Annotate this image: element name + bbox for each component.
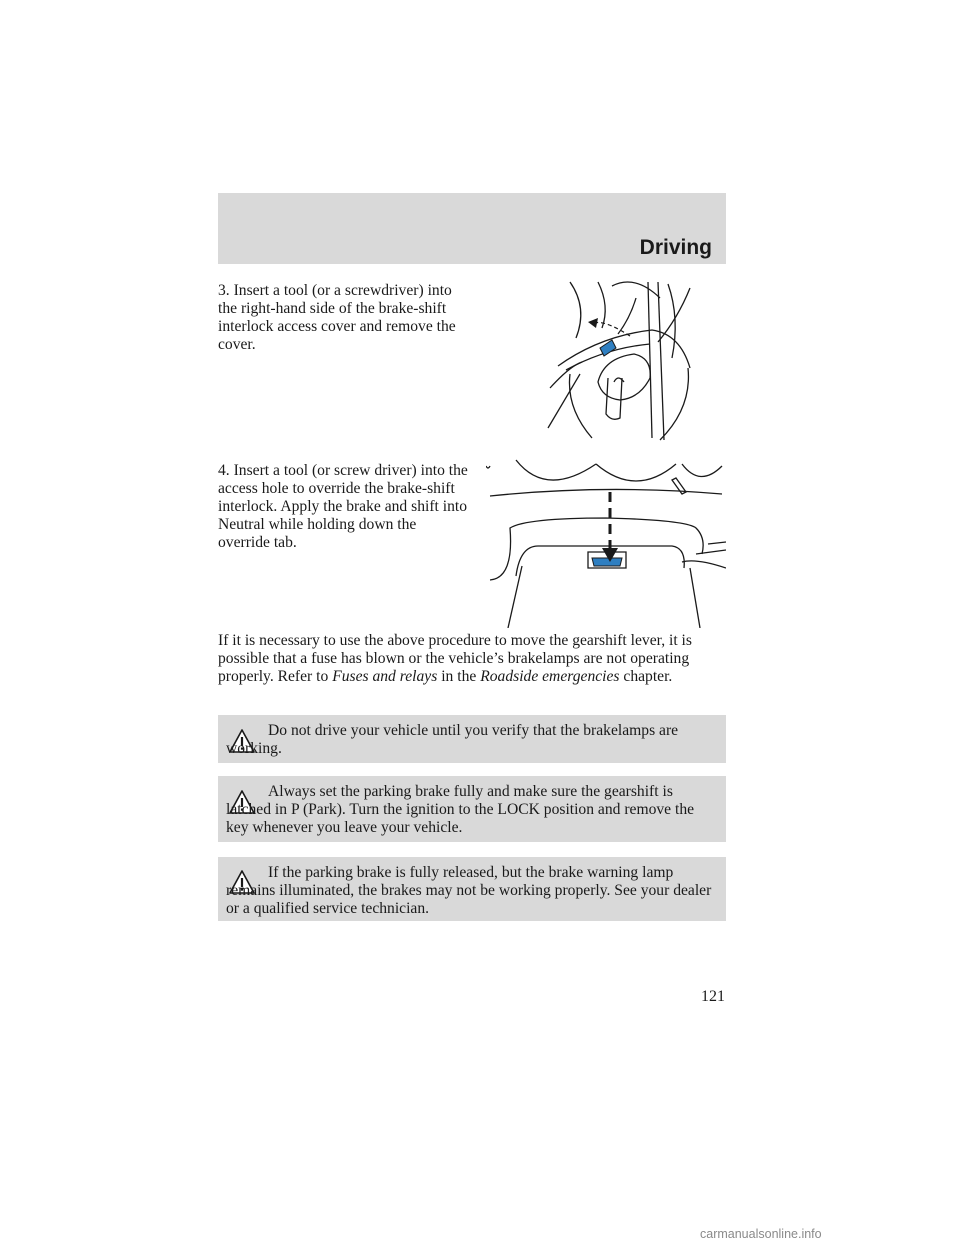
body-paragraph bbox=[218, 632, 726, 686]
body-text-2: in the bbox=[441, 668, 477, 685]
warning-2-text: Always set the parking brake fully and make sure the gearshift is latched in P (Park). Turn the ignition to the LOCK position and remove the key whenever you leave your vehicle. bbox=[226, 783, 695, 836]
warning-1-text: Do not drive your vehicle until you verify that the brakelamps are working. bbox=[226, 722, 679, 757]
roadside-emergencies-reference: Roadside emergencies bbox=[480, 668, 620, 685]
body-text-1: If it is necessary to use the above procedure to move the gearshift lever, it is possible that a fuse has blown or the vehicle’s brakelamps are not operating properly. Refer to bbox=[218, 632, 692, 685]
warning-box-3 bbox=[218, 857, 726, 921]
fuses-relays-reference: Fuses and relays bbox=[332, 668, 438, 685]
section-title: Driving bbox=[639, 236, 712, 259]
section-header-band bbox=[218, 193, 726, 264]
step-3-text: 3. Insert a tool (or a screwdriver) into the right-hand side of the brake-shift interlock access cover and remove the cover. bbox=[218, 282, 456, 353]
page-number: 121 bbox=[701, 988, 725, 1005]
body-text-3: chapter. bbox=[623, 668, 673, 685]
warning-3-text: If the parking brake is fully released, but the brake warning lamp remains illuminated, the brakes may not be working properly. See your dealer or a qualified service technician. bbox=[226, 864, 712, 917]
override-access-hole-illustration bbox=[486, 458, 726, 628]
steering-column-illustration bbox=[540, 278, 726, 444]
warning-box-2 bbox=[218, 776, 726, 842]
warning-box-1 bbox=[218, 715, 726, 763]
watermark: carmanualsonline.info bbox=[700, 1227, 822, 1241]
step-4-text: 4. Insert a tool (or screw driver) into the access hole to override the brake-shift interlock. Apply the brake and shift into Neutral while holding down the override tab. bbox=[218, 462, 468, 551]
